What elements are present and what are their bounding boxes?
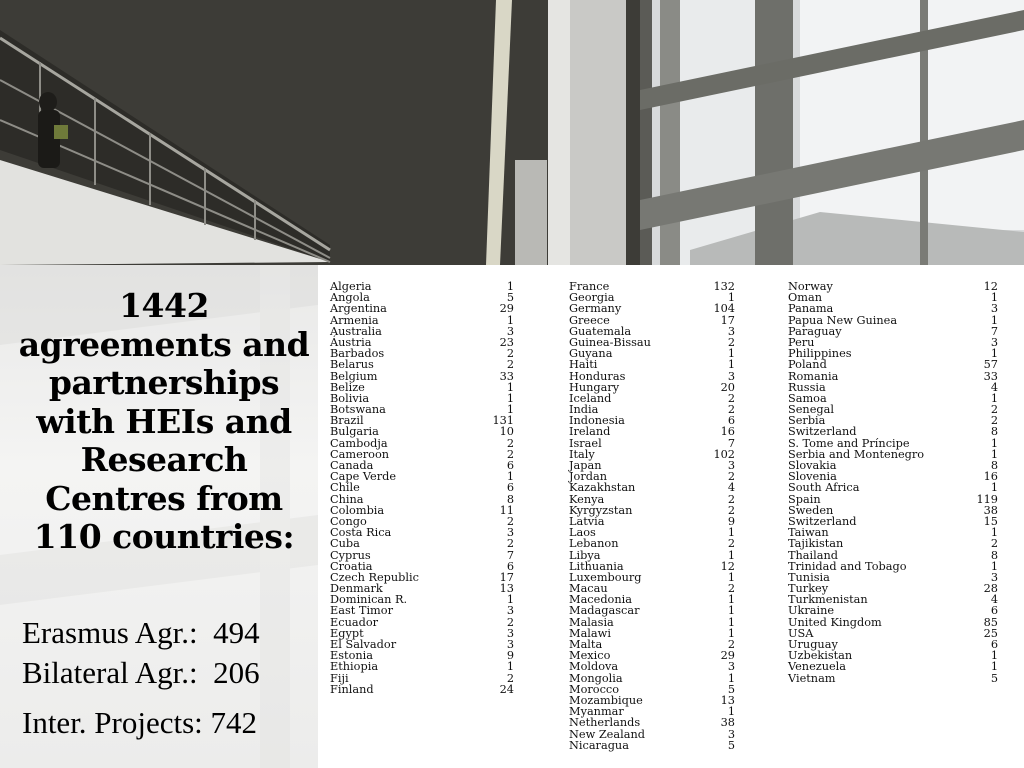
country-count: 1	[727, 705, 735, 719]
country-count: 1	[990, 481, 998, 495]
country-name: Barbados	[330, 347, 385, 361]
country-count: 102	[713, 447, 735, 461]
country-count: 1	[727, 570, 735, 584]
country-name: Egypt	[330, 626, 364, 640]
country-count: 13	[720, 693, 735, 707]
country-count: 12	[983, 280, 998, 293]
country-name: Tunisia	[788, 570, 830, 584]
country-name: Japan	[569, 459, 602, 472]
country-count: 2	[506, 447, 514, 461]
country-count: 1	[990, 313, 998, 327]
country-row	[330, 426, 514, 437]
country-count: 16	[983, 470, 998, 484]
country-count: 2	[727, 492, 735, 506]
country-name: Guyana	[569, 347, 613, 361]
country-row	[788, 303, 998, 314]
country-row	[330, 661, 514, 672]
country-name: Guatemala	[569, 324, 632, 338]
country-name: India	[569, 403, 599, 417]
country-row	[788, 617, 998, 628]
country-name: Madagascar	[569, 604, 640, 618]
country-name: Sweden	[788, 503, 834, 517]
country-count: 1	[727, 615, 735, 629]
country-count: 3	[506, 638, 514, 651]
country-name: Cape Verde	[330, 470, 397, 484]
country-count: 6	[990, 604, 998, 618]
country-name: Venezuela	[788, 660, 847, 674]
country-count: 8	[506, 492, 514, 506]
country-name: Samoa	[788, 391, 827, 405]
agreement-stats	[22, 613, 318, 743]
country-count: 25	[983, 626, 998, 640]
country-name: Netherlands	[569, 716, 641, 730]
country-name: Uzbekistan	[788, 649, 853, 663]
country-row	[330, 482, 514, 493]
country-count: 12	[720, 559, 735, 573]
country-column-3	[788, 281, 998, 684]
country-name: Jordan	[569, 470, 607, 484]
country-count: 23	[499, 335, 514, 349]
country-name: Lebanon	[569, 537, 619, 551]
country-name: Oman	[788, 291, 822, 305]
country-count: 2	[727, 537, 735, 551]
summary-panel	[0, 265, 318, 768]
country-count: 17	[499, 570, 514, 584]
country-name: Luxembourg	[569, 570, 642, 584]
country-name: Turkmenistan	[788, 593, 868, 607]
country-name: Kenya	[569, 492, 605, 506]
country-name: Spain	[788, 492, 821, 506]
country-name: Papua New Guinea	[788, 313, 898, 327]
country-name: Russia	[788, 380, 826, 394]
country-count: 15	[983, 514, 998, 528]
stat-label: Bilateral Agr.:	[22, 655, 198, 690]
country-count: 28	[983, 582, 998, 596]
country-count: 1	[990, 559, 998, 573]
country-count: 3	[990, 302, 998, 316]
country-name: Armenia	[330, 313, 379, 327]
country-row	[569, 740, 735, 751]
country-row	[788, 538, 998, 549]
country-name: Colombia	[330, 503, 385, 517]
country-count: 104	[713, 302, 735, 316]
country-row	[569, 303, 735, 314]
country-row	[569, 550, 735, 561]
country-name: Hungary	[569, 380, 620, 394]
country-count: 131	[492, 414, 514, 428]
country-column-2	[569, 281, 735, 751]
country-name: Slovenia	[788, 470, 837, 484]
stat-erasmus	[22, 613, 318, 653]
country-name: Cyprus	[330, 548, 371, 562]
country-count: 4	[727, 481, 735, 495]
country-row	[788, 326, 998, 337]
country-name: Brazil	[330, 414, 364, 428]
country-name: Costa Rica	[330, 526, 392, 540]
country-name: Latvia	[569, 514, 605, 528]
country-name: Taiwan	[788, 526, 829, 540]
country-count: 2	[506, 671, 514, 685]
country-name: Switzerland	[788, 514, 857, 528]
country-count: 33	[499, 369, 514, 383]
country-name: Cameroon	[330, 447, 390, 461]
country-name: Bulgaria	[330, 425, 379, 439]
country-count: 1	[990, 649, 998, 663]
country-name: Peru	[788, 335, 815, 349]
country-name: Switzerland	[788, 425, 857, 439]
country-name: El Salvador	[330, 638, 397, 651]
country-count: 2	[506, 436, 514, 450]
country-count: 1	[727, 358, 735, 372]
country-name: Dominican R.	[330, 593, 408, 607]
country-name: France	[569, 280, 610, 293]
country-name: Laos	[569, 526, 596, 540]
country-count: 1	[727, 526, 735, 540]
country-count: 1	[990, 447, 998, 461]
stat-label: Erasmus Agr.:	[22, 615, 198, 650]
country-name: Cuba	[330, 537, 360, 551]
country-count: 8	[990, 459, 998, 472]
country-name: Uruguay	[788, 638, 838, 651]
country-row	[788, 605, 998, 616]
country-count: 1	[727, 548, 735, 562]
country-count: 7	[506, 548, 514, 562]
country-count: 29	[720, 649, 735, 663]
country-name: Trinidad and Tobago	[788, 559, 907, 573]
country-row	[788, 482, 998, 493]
country-count: 1	[506, 593, 514, 607]
country-count: 1	[990, 660, 998, 674]
country-count: 2	[506, 537, 514, 551]
country-name: Panama	[788, 302, 834, 316]
country-name: Indonesia	[569, 414, 625, 428]
country-count: 4	[990, 593, 998, 607]
country-row	[330, 359, 514, 370]
country-name: Italy	[569, 447, 595, 461]
country-name: Nicaragua	[569, 738, 629, 752]
country-count: 6	[506, 481, 514, 495]
country-count: 6	[506, 459, 514, 472]
country-name: Myanmar	[569, 705, 624, 719]
country-row	[569, 426, 735, 437]
country-count: 33	[983, 369, 998, 383]
country-count: 1	[990, 291, 998, 305]
country-name: Belarus	[330, 358, 374, 372]
country-name: Canada	[330, 459, 374, 472]
country-count: 1	[727, 626, 735, 640]
country-count: 2	[506, 514, 514, 528]
country-row	[569, 729, 735, 740]
country-row	[569, 371, 735, 382]
country-count: 2	[990, 414, 998, 428]
country-count: 119	[976, 492, 998, 506]
country-count: 13	[499, 582, 514, 596]
country-count: 17	[720, 313, 735, 327]
country-name: Senegal	[788, 403, 834, 417]
country-name: Slovakia	[788, 459, 837, 472]
stat-value: 494	[213, 615, 260, 650]
country-count: 38	[983, 503, 998, 517]
country-name: Cambodja	[330, 436, 388, 450]
country-name: Malta	[569, 638, 603, 651]
country-count: 1	[727, 347, 735, 361]
country-count: 1	[506, 313, 514, 327]
country-agreements-table	[318, 265, 1024, 768]
country-count: 3	[727, 660, 735, 674]
country-count: 2	[506, 347, 514, 361]
country-name: USA	[788, 626, 814, 640]
country-count: 57	[983, 358, 998, 372]
country-count: 7	[727, 436, 735, 450]
country-count: 3	[506, 604, 514, 618]
country-count: 29	[499, 302, 514, 316]
headline: 1442 agreements and partnerships with HEIs and Research Centres from 110 countries:	[18, 286, 310, 556]
country-row	[569, 538, 735, 549]
country-count: 3	[506, 324, 514, 338]
country-row	[569, 605, 735, 616]
country-name: Malasia	[569, 615, 614, 629]
country-name: Haiti	[569, 358, 598, 372]
country-name: Greece	[569, 313, 610, 327]
country-name: Ireland	[569, 425, 611, 439]
country-count: 85	[983, 615, 998, 629]
country-row	[330, 684, 514, 695]
country-count: 2	[990, 403, 998, 417]
country-name: Fiji	[330, 671, 349, 685]
country-row	[330, 371, 514, 382]
country-count: 6	[727, 414, 735, 428]
country-name: Algeria	[330, 280, 372, 293]
country-name: Vietnam	[788, 671, 836, 685]
country-count: 1	[506, 403, 514, 417]
country-count: 2	[727, 470, 735, 484]
country-name: Romania	[788, 369, 839, 383]
country-row	[569, 359, 735, 370]
country-name: Ecuador	[330, 615, 379, 629]
country-count: 1	[990, 526, 998, 540]
country-count: 1	[506, 470, 514, 484]
country-name: United Kingdom	[788, 615, 882, 629]
country-count: 10	[499, 425, 514, 439]
country-name: Áustria	[330, 335, 372, 349]
country-name: Thailand	[788, 548, 839, 562]
country-name: Serbia	[788, 414, 826, 428]
country-count: 1	[990, 391, 998, 405]
country-name: Poland	[788, 358, 827, 372]
country-name: Mongolia	[569, 671, 623, 685]
country-name: Argentina	[330, 302, 387, 316]
country-row	[330, 538, 514, 549]
country-row	[788, 550, 998, 561]
country-count: 3	[727, 727, 735, 741]
country-count: 5	[727, 682, 735, 696]
country-name: Macedonia	[569, 593, 632, 607]
country-count: 3	[506, 626, 514, 640]
country-row	[330, 550, 514, 561]
country-name: Tajikistan	[788, 537, 844, 551]
country-name: Lithuania	[569, 559, 624, 573]
country-count: 9	[727, 514, 735, 528]
country-count: 1	[506, 660, 514, 674]
country-name: Australia	[330, 324, 382, 338]
country-row	[569, 717, 735, 728]
country-count: 2	[727, 391, 735, 405]
country-name: Honduras	[569, 369, 626, 383]
country-name: China	[330, 492, 364, 506]
country-count: 3	[727, 459, 735, 472]
country-name: Belgium	[330, 369, 378, 383]
building-interior-photo	[0, 0, 1024, 265]
country-row	[330, 303, 514, 314]
country-row	[788, 426, 998, 437]
stat-value: 206	[213, 655, 260, 690]
country-count: 6	[506, 559, 514, 573]
country-name: Chile	[330, 481, 360, 495]
country-count: 24	[499, 682, 514, 696]
country-row	[788, 371, 998, 382]
country-count: 2	[990, 537, 998, 551]
country-name: Malawi	[569, 626, 611, 640]
country-name: Czech Republic	[330, 570, 419, 584]
stat-bilateral	[22, 653, 318, 693]
country-count: 1	[727, 593, 735, 607]
country-count: 1	[727, 291, 735, 305]
country-count: 2	[727, 335, 735, 349]
country-count: 6	[990, 638, 998, 651]
country-name: Philippines	[788, 347, 852, 361]
country-row	[788, 661, 998, 672]
country-count: 1	[506, 391, 514, 405]
country-count: 20	[720, 380, 735, 394]
stat-label: Inter. Projects:	[22, 705, 203, 740]
country-name: Ukraine	[788, 604, 835, 618]
country-name: Israel	[569, 436, 602, 450]
country-count: 3	[506, 526, 514, 540]
country-count: 16	[720, 425, 735, 439]
country-name: Mexico	[569, 649, 611, 663]
country-name: Mozambique	[569, 693, 643, 707]
country-row	[569, 482, 735, 493]
country-name: Guinea-Bissau	[569, 335, 651, 349]
country-name: Moldova	[569, 660, 619, 674]
country-count: 3	[990, 570, 998, 584]
stat-value: 742	[210, 705, 258, 740]
country-name: Kazakhstan	[569, 481, 636, 495]
country-count: 4	[990, 380, 998, 394]
country-count: 3	[990, 335, 998, 349]
country-count: 1	[727, 671, 735, 685]
country-count: 2	[727, 582, 735, 596]
country-name: Iceland	[569, 391, 612, 405]
country-count: 9	[506, 649, 514, 663]
country-count: 5	[727, 738, 735, 752]
country-count: 1	[506, 380, 514, 394]
country-name: Croatia	[330, 559, 373, 573]
country-name: Belize	[330, 380, 365, 394]
country-count: 5	[506, 291, 514, 305]
country-name: Macau	[569, 582, 608, 596]
country-count: 3	[727, 369, 735, 383]
country-name: East Timor	[330, 604, 393, 618]
country-name: Turkey	[788, 582, 829, 596]
country-name: Estonia	[330, 649, 374, 663]
country-row	[788, 359, 998, 370]
country-row	[330, 605, 514, 616]
country-count: 1	[727, 604, 735, 618]
country-name: Morocco	[569, 682, 620, 696]
country-count: 1	[990, 436, 998, 450]
country-count: 2	[506, 358, 514, 372]
country-count: 2	[727, 638, 735, 651]
country-count: 8	[990, 548, 998, 562]
country-name: Finland	[330, 682, 374, 696]
country-count: 11	[499, 503, 514, 517]
country-name: Libya	[569, 548, 601, 562]
country-name: Serbia and Montenegro	[788, 447, 925, 461]
country-row	[788, 673, 998, 684]
country-name: Congo	[330, 514, 367, 528]
country-name: Ethiopia	[330, 660, 379, 674]
country-name: Botswana	[330, 403, 386, 417]
country-count: 2	[727, 503, 735, 517]
country-name: Kyrgyzstan	[569, 503, 633, 517]
country-name: Paraguay	[788, 324, 842, 338]
country-name: Norway	[788, 280, 833, 293]
country-count: 2	[506, 615, 514, 629]
country-count: 1	[506, 280, 514, 293]
country-name: New Zealand	[569, 727, 645, 741]
country-name: Denmark	[330, 582, 383, 596]
country-count: 7	[990, 324, 998, 338]
country-count: 132	[713, 280, 735, 293]
country-count: 5	[990, 671, 998, 685]
country-name: Angola	[330, 291, 370, 305]
country-name: Georgia	[569, 291, 615, 305]
country-count: 38	[720, 716, 735, 730]
country-count: 1	[990, 347, 998, 361]
stat-projects	[22, 703, 318, 743]
country-name: Germany	[569, 302, 622, 316]
country-count: 3	[727, 324, 735, 338]
country-name: S. Tome and Príncipe	[788, 436, 910, 450]
country-row	[569, 661, 735, 672]
country-count: 2	[727, 403, 735, 417]
country-name: Bolivia	[330, 391, 370, 405]
country-count: 8	[990, 425, 998, 439]
country-column-1	[330, 281, 514, 695]
country-name: South Africa	[788, 481, 860, 495]
building-interior-illustration	[0, 0, 1024, 265]
